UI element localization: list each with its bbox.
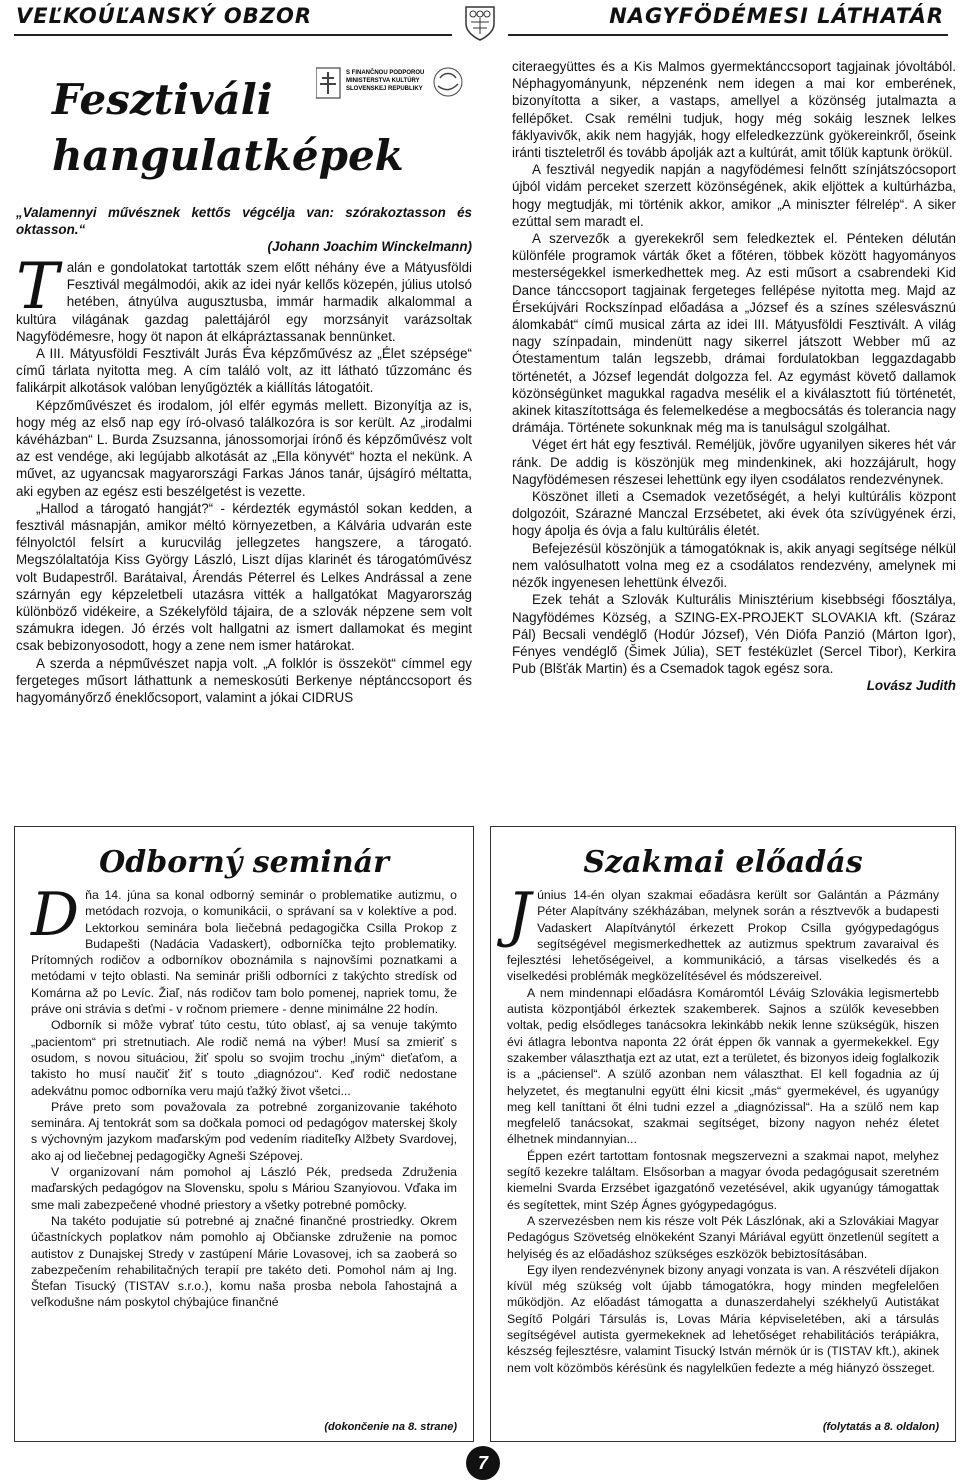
article-signature: Lovász Judith xyxy=(866,678,956,694)
article-left-column xyxy=(16,44,472,706)
svg-text:MINISTERSTVA KULTÚRY: MINISTERSTVA KULTÚRY xyxy=(346,78,420,84)
header-left-title: VEĽKOÚĽANSKÝ OBZOR xyxy=(16,4,313,28)
szakmai-paragraph: únius 14-én olyan szakmai eőadásra került sor Galántán a Pázmány Péter Alapítvány székházában, melynek során a résztvevők a budapesti Vadaskert Alapítványtól érkezett Prokop Csilla gyógypedagógus segítségével megismerkedhettek az autizmus spektrum zavaraival és fejlesztési lehetőségeivel, a kommunikáció, a társas viselkedés és a viselkedési problémák megközelítésével és módszereivel. xyxy=(507,888,939,984)
coat-of-arms-icon xyxy=(463,4,497,42)
szakmai-title: Szakmai előadás xyxy=(583,845,863,880)
article-paragraph: Befejezésül köszönjük a támogatóknak is, akik anyagi segítsége nélkül nem valósulhatott volna meg ez a csodálatos rendezvény, amelynek mi nézők ingyenesen lehettünk élvezői. xyxy=(512,540,956,591)
article-paragraph: A fesztivál negyedik napján a nagyfödémesi felnőtt színjátszócsoport újból vidám perceket szerzett közönségének, akik eljöttek a kultúrházba, hogy megtudják, mi történik akkor, amikor „A miniszter félrelép“. A siker ezúttal sem maradt el. xyxy=(512,162,956,229)
seminar-paragraph: Práve preto som považovala za potrebné zorganizovanie takéhoto seminára. Aj tentokrát som sa dočkala pomoci od pedagógov materskej školy s výchovným jazykom maďarským pod vedením riaditeľky Alžbety Svardovej, ako aj od liečebnej pedagogičky Agneši Szépovej. xyxy=(31,1099,457,1163)
article-paragraph: A szerda a népművészet napja volt. „A folklór is összeköt“ címmel egy fergeteges műsort láthattunk a nemeskosúti Berkenye néptánccsoport és hagyományőrző éneklőcsoport, valamint a jókai CIDRUS xyxy=(16,655,472,706)
article-paragraph: „Hallod a tárogató hangját?“ - kérdezték egymástól sokan kedden, a fesztivál másnapján, amikor méltó környezetben, a Kálvária udvarán este félnyolctól felsírt a kurucvilág jellegzetes hangszere, a tárogató. Megszólaltatója Kiss György László, Liszt díjas klarinét és tárogatóművész volt Budapestről. Barátaival, Árendás Péterrel és Lelkes Andrással a zene szárnyán egy képzeletbeli utazásra vitték a hallgatókat Magyarország különböző vidékeire, a Székelyföld tájaira, de a szlovák népzene sem volt számukra idegen. Jó érzés volt hallgatni az ismert dallamokat és megint csak bebizonyosodott, hogy a zene nem ismer határokat. xyxy=(16,500,472,654)
seminar-paragraph: ňa 14. júna sa konal odborný seminár o problematike autizmu, o metódach rozvoja, o komunikácii, o správaní sa v kolektíve a pod. Lektorkou seminára bola liečebná pedagogička Csilla Prokop z Budapešti (Nadácia Vadaskert), odborníčka tejto problematiky. Prítomných rodičov a odborníkov oboznámila s najnovšími poznatkami a metódami v tejto oblasti. Na seminár prišli odborníci z takýchto stredísk od Komárna až po Levíc. Žiaľ, nás rodičov tam bolo pomenej, napriek tomu, že práve oni strávia s deťmi - v ročnom priemere - denne minimálne 22 hodín. xyxy=(31,888,457,1017)
svg-text:SLOVENSKEJ REPUBLIKY: SLOVENSKEJ REPUBLIKY xyxy=(346,86,423,92)
article-paragraph: Köszönet illeti a Csemadok vezetőségét, a helyi kultúrális központ dolgozóit, Szárazné Manczal Erzsébetet, aki évek óta szívügyének érzi, hogy ápolja és óvja a falu kultúrális életét. xyxy=(512,489,956,539)
article-paragraph: alán e gondolatokat tartották szem előtt néhány éve a Mátyusföldi Fesztivál megálmodói, akik az idei nyár kellős közepén, július utolsó hetében, átnyúlva augusztusba, immár harmadik alkalommal a kultúra világának gazdag palettájáról egy morzsányit varázsoltak Nagyfödémesre, hogy öt napon át elkápráztassanak bennünket. xyxy=(16,260,472,344)
article-paragraph: A szervezők a gyerekekről sem feledkeztek el. Pénteken délután különféle programok várták őket a főtéren, többek között hagyományos mesterségekkel ismerkedhettek meg. Az esti műsort a csabrendeki Kid Dance tánccsoport tagjainak fergeteges fellépése nyitotta meg. Majd az Érsekújvári Rockszínpad előadása a „József és a színes szélesvásznú álomkabát“ című musical zárta az idei III. Mátyusföldi Fesztivált. A világ nagy színpadain, mindenütt nagy sikerrel játszott Webber mű az Ótestamentum talán legszebb, drámai fordulatokban leggazdagabb történetét, a József legendát dolgozza fel. Az egymást követő dallamok közönségünket magukkal ragadva mesélik el a kiválasztott fiú történetét, akinek kitaszítottsága és felemelkedése a megbocsátás és tolerancia nagy drámája. Története sokunknak még ma is tanulságul szolgálhat. xyxy=(512,231,956,436)
seminar-body xyxy=(31,880,457,1311)
seminar-continuation: (dokončenie na 8. strane) xyxy=(324,1421,457,1433)
article-dropcap: T xyxy=(16,250,59,324)
seminar-box xyxy=(14,826,474,1442)
article-paragraph: A III. Mátyusföldi Fesztivált Jurás Éva képzőművész az „Élet szépsége“ című tárlata nyitotta meg. A cím találó volt, az itt látható tűzzománc és falikárpit alkotások valóban lenyűgözték a kiállítás látogatóit. xyxy=(16,346,472,396)
szakmai-body xyxy=(507,880,939,1376)
page-header xyxy=(0,0,960,40)
article-body-left xyxy=(16,250,472,706)
szakmai-continuation: (folytatás a 8. oldalon) xyxy=(822,1421,939,1433)
article-paragraph: Képzőművészet és irodalom, jól elfér egymás mellett. Bizonyítja az is, hogy még az első nap egy író-olvasó találkozóra is sor került. Az „irodalmi kávéházban“ L. Burda Zsuzsanna, jánossomorjai írónő és képzőművész volt az est vendége, aki legújabb alkotását az „Ella könyvét“ hozta el nekünk. A művet, az ugyancsak magyarországi Farkas János tanár, újságíró méltatta, aki egyben az egész esti beszélgetést is vezette. xyxy=(16,397,472,499)
seminar-dropcap: D xyxy=(31,880,80,950)
header-rule-right xyxy=(508,34,948,36)
szakmai-dropcap: J xyxy=(507,880,532,950)
szakmai-paragraph: Egy ilyen rendezvénynek bizony anyagi vonzata is van. A részvételi díjakon kívül még szükség volt újabb támogatókra, hogy minden megfelelően működjön. Az előadást támogatta a dunaszerdahelyi székhelyű Autistákat Segítő Polgári Társulás is, Lovas Mária képviseletében, aki a társulás segítségével autista gyermekeknek ad lehetőséget rehabilitációs terápiákra, készség fejlesztésre, valamint Tisucký István mérnök úr is (TISTAV kft.), akinek nem volt közömbös kérésünk és nagylelkűen fedezte a még hiányzó összeget. xyxy=(507,1262,939,1375)
article-quote-author: (Johann Joachim Winckelmann) xyxy=(267,239,472,254)
article-right-column xyxy=(512,58,956,695)
article-paragraph: citeraegyüttes és a Kis Malmos gyermektánccsoport tagjainak jóvoltából. Néphagyományunk, népzenénk nem idegen a mai kor emberének, bizonyította a siker, a vastaps, amellyel a közönség jutalmazta a fellépőket. Csak remélni tudjuk, hogy még sokáig lesznek lelkes fáklyavivők, akik nem hagyják, hogy elfeledkezzünk gyökereinkről, őseink iránti tiszteletről és tovább ápolják azt a kultúrát, amit tőlük kaptunk örökül. xyxy=(512,59,956,161)
szakmai-paragraph: A nem mindennapi előadásra Komáromtól Léváig Szlovákia legismertebb autista központjából érkeztek szakemberek. Sajnos a szülők kevesebben voltak, pedig elsődleges tanácsokra lekinkább nekik lenne szükségük, hiszen évi átlagra lebontva naponta 22 órát éppen ők vannak a gyermekekkel. Egy szakember választhatja ezt az utat, ezt a területet, és bizonyos ideig foglalkozik is a „páciensel“. A szülő azonban nem választhat. El kell fogadnia az új helyzetet, és megtanulni együtt élni kicsit „más“ gyermekével, és ugyanúgy meg kell taníttani őt élni tudni ezzel a „diagnózissal“. Ha a szülő nem kap megfelelő tanácsokat, szakmai segítséget, bizony nagyon nehéz életet élhetnek mindannyian... xyxy=(507,985,939,1147)
page-number: 7 xyxy=(466,1446,500,1480)
seminar-paragraph: Na takéto podujatie sú potrebné aj značné finančné prostriedky. Okrem účastníckych poplatkov nám pomohlo aj Občianske združenie na pomoc autistov z Dunajskej Stredy v zastúpení Márie Lovasovej, ich sa zaoberá so zabezpečením rehabilitačných terapií pre takéto deti. Pomohol nám aj Ing. Štefan Tisucký (TISTAV s.r.o.), komu naša prosba nebola ľahostajná a veľkodušne nám poskytol chýbajúce finančné xyxy=(31,1213,457,1310)
seminar-paragraph: Odborník si môže vybrať túto cestu, túto oblasť, aj sa venuje takýmto „pacientom“ pri stretnutiach. Ale rodič nemá na výber! Musí sa zmieriť s osudom, s novou situáciou, žiť spolu so svojim trochu „iným“ dieťaťom, a takisto ho musí naučiť žiť s touto „diagnózou“. Keď rodič nedostane adekvátnu pomoc odborníka veru majú ťažký život všetci... xyxy=(31,1018,457,1098)
article-quote: „Valamennyi művésznek kettős végcélja van: szórakoztasson és oktasson.“ xyxy=(16,205,472,237)
seminar-paragraph: V organizovaní nám pomohol aj László Pék, predseda Združenia maďarských pedagógov na Slovensku, spolu s Máriou Szanyiovou. Vďaka im sme mali zabezpečené vhodné priestory a všetky potrebné pomôcky. xyxy=(31,1165,457,1212)
seminar-title: Odborný seminár xyxy=(99,845,389,880)
ministry-logo xyxy=(316,60,466,120)
article-paragraph: Véget ért hát egy fesztivál. Reméljük, jövőre ugyanilyen sikeres hét vár ránk. De addig is köszönjük meg mindenkinek, aki hozzájárult, hogy Nagyfödémesen részesei lehettünk egy ilyen csodálatos rendezvénynek. xyxy=(512,437,956,487)
szakmai-paragraph: A szervezésben nem kis része volt Pék Lászlónak, aki a Szlovákiai Magyar Pedagógus Szövetség elnökeként Szanyi Máriával együtt önzetlenül segített a helyiség és az előadáshoz szükséges eszközök bebiztosításában. xyxy=(507,1213,939,1261)
szakmai-paragraph: Éppen ezért tartottam fontosnak megszervezni a szakmai napot, melyhez segítő kezekre találtam. Elsősorban a magyar óvoda pedagógusait szeretném kiemelni Svarda Erzsébet igazgatónő vezetésével, akik ugyanúgy támogattak és segítettek, mint Szép Ágnes gyógypedagógus. xyxy=(507,1148,939,1212)
article-title-line-2: hangulatképek xyxy=(52,131,404,180)
header-right-title: NAGYFÖDÉMESI LÁTHATÁR xyxy=(609,4,944,28)
article-paragraph: Ezek tehát a Szlovák Kulturális Minisztérium kisebbségi főosztálya, Nagyfödémes Község, a SZING-EX-PROJEKT SLOVAKIA kft. (Száraz Pál) Becsali vendéglő (Hodúr József), Vén Diófa Panzió (Márton Igor), Fényes vendéglő (Šimek Júlia), SET festéküzlet (Sercel Tibor), Kerkira Pub (Blšťák Martin) és a Csemadok tagok egész sora. xyxy=(512,592,956,677)
article-title-box xyxy=(16,44,472,204)
svg-text:S FINANČNOU PODPOROU: S FINANČNOU PODPOROU xyxy=(346,70,425,76)
szakmai-box xyxy=(490,826,956,1442)
article-title-line-1: Fesztiváli xyxy=(52,75,273,124)
header-rule-left xyxy=(14,34,452,36)
